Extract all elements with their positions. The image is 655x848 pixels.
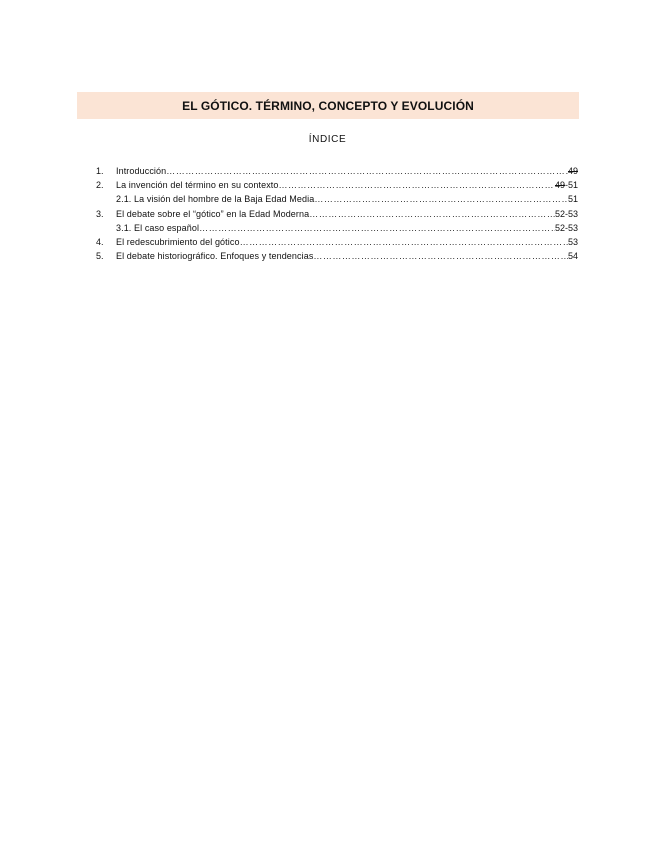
- toc-entry-page: [555, 178, 578, 192]
- toc-entry-number: 1.: [96, 166, 104, 176]
- toc-entry-page: 54: [567, 251, 578, 262]
- toc-dot-leader: [313, 249, 568, 263]
- toc-dot-leader: [314, 192, 568, 206]
- toc-entry-3-1[interactable]: [96, 221, 578, 235]
- toc-dot-leader: [199, 221, 555, 235]
- toc-dot-leader: [279, 178, 555, 192]
- title-band: [77, 92, 579, 119]
- toc-entry-page: 52-53: [554, 208, 578, 219]
- toc-entry-page: 53: [567, 236, 578, 247]
- toc-entry-title: 3.1. El caso español: [116, 222, 200, 233]
- toc-dot-leader: [240, 235, 568, 249]
- toc-entry-5[interactable]: [96, 249, 578, 263]
- toc-entry-page-struck: 49: [554, 180, 565, 191]
- toc-entry-4[interactable]: [96, 235, 578, 249]
- toc-entry-title: Introducción: [116, 166, 167, 176]
- toc-entry-title: El debate sobre el “gótico” en la Edad Moderna: [116, 208, 310, 219]
- toc-entry-title: La invención del término en su contexto: [116, 180, 279, 191]
- index-heading: ÍNDICE: [308, 134, 347, 145]
- toc-entry-number: 2.: [96, 180, 104, 191]
- toc-entry-page: 51: [567, 194, 578, 205]
- toc-entry-3[interactable]: [96, 207, 578, 221]
- toc-entry-page: 49: [567, 166, 578, 176]
- toc-entry-page-end: -51: [564, 180, 578, 191]
- toc-entry-2-1[interactable]: [96, 192, 578, 206]
- toc-dot-leader: [309, 207, 555, 221]
- toc-entry-number: 3.: [96, 208, 104, 219]
- toc-entry-title: El debate historiográfico. Enfoques y tendencias: [116, 251, 314, 262]
- toc-entry-number: 5.: [96, 251, 104, 262]
- toc-entry-1[interactable]: [96, 164, 578, 178]
- toc-entry-page: 52-53: [554, 222, 578, 233]
- toc-entry-2[interactable]: [96, 178, 578, 192]
- document-title: EL GÓTICO. TÉRMINO, CONCEPTO Y EVOLUCIÓN: [182, 98, 474, 113]
- toc-entry-title: 2.1. La visión del hombre de la Baja Edad Media: [116, 194, 315, 205]
- toc-entry-number: 4.: [96, 236, 104, 247]
- table-of-contents: [96, 164, 578, 263]
- toc-entry-title: El redescubrimiento del gótico: [116, 236, 240, 247]
- toc-dot-leader: [166, 164, 568, 178]
